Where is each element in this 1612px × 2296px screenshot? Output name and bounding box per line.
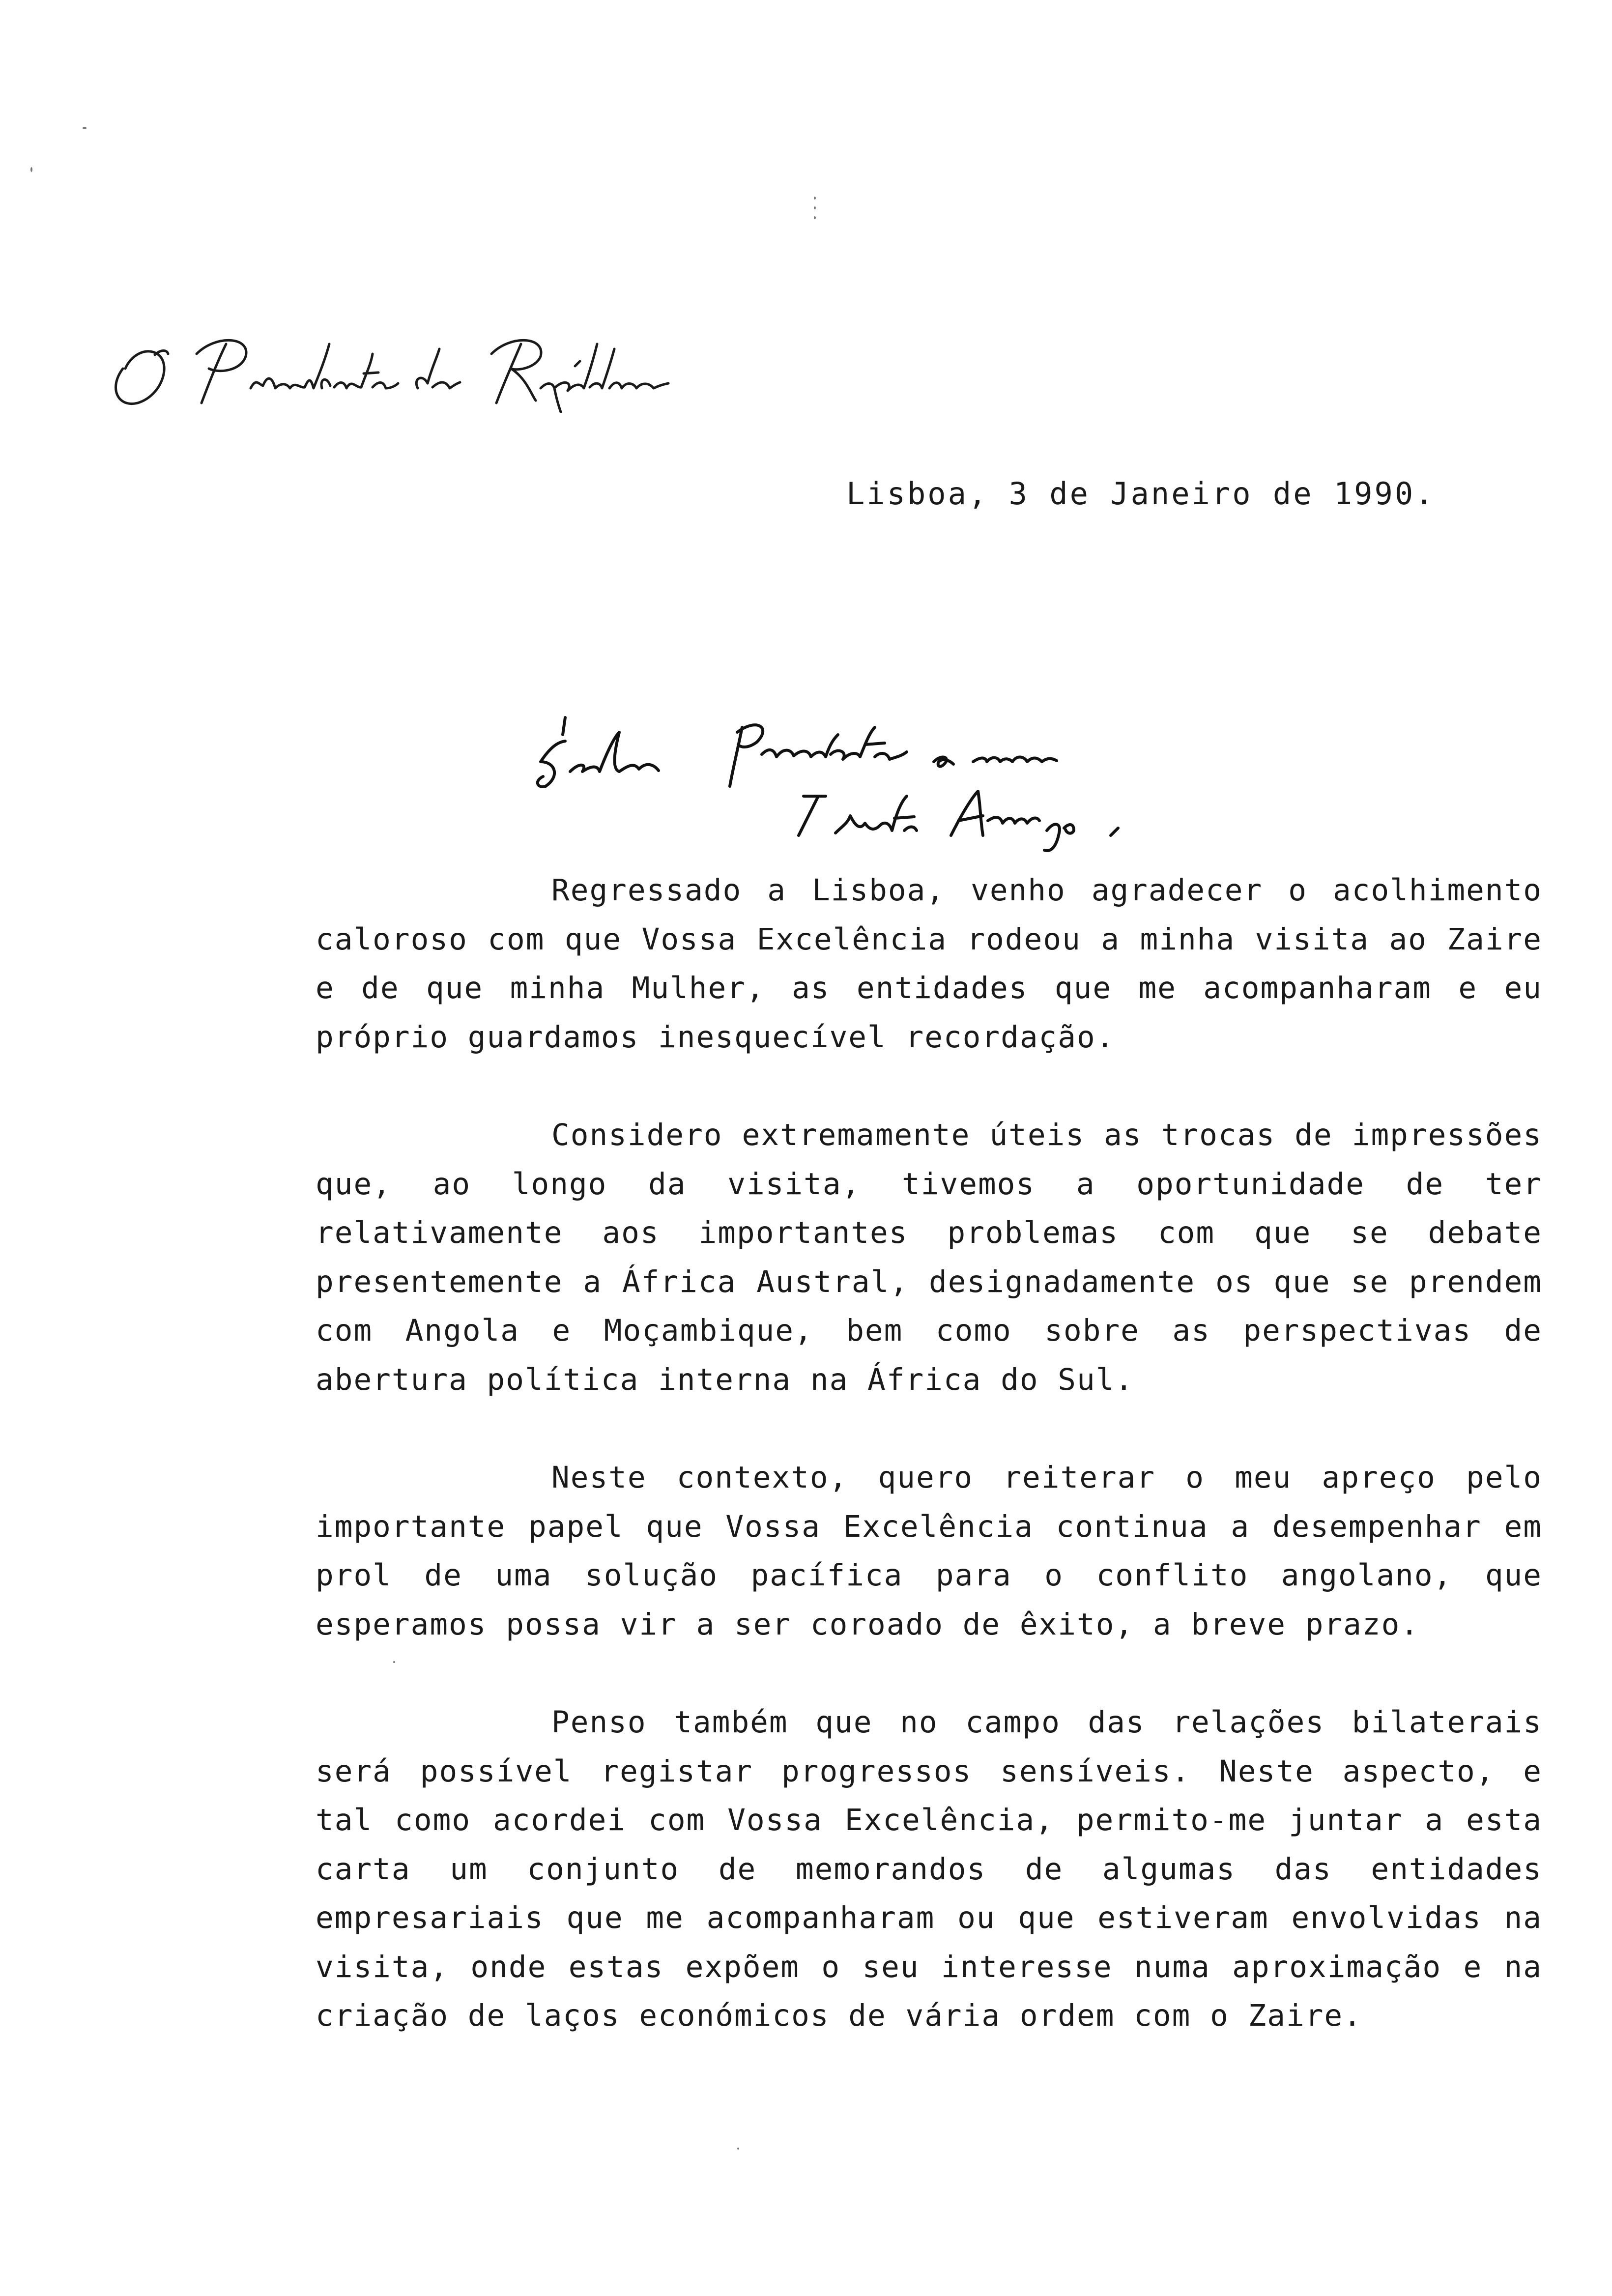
scan-speck	[30, 167, 32, 172]
scan-speck	[814, 216, 816, 219]
scan-speck	[737, 2148, 739, 2150]
letterhead	[103, 315, 693, 413]
paragraph-3: Neste contexto, quero reiterar o meu apreço pelo importante papel que Vossa Excelência continua a desempenhar em prol de uma solução pacífica para o conflito angolano, que esperamos possa vir a ser coroado de êxito, a breve prazo.	[316, 1460, 1542, 1642]
scan-speck	[83, 127, 86, 129]
letterhead-script-logo	[103, 315, 693, 413]
scan-speck	[814, 206, 816, 209]
letter-body	[316, 866, 1542, 2040]
scan-speck	[814, 197, 816, 200]
paragraph-4: Penso também que no campo das relações bilaterais será possível registar progressos sensíveis. Neste aspecto, e tal como acordei com Vossa Excelência, permito-me juntar a esta carta um conjunto de memorandos de algumas das entidades empresariais que me acompanharam ou que estiveram envolvidas na visita, onde estas expõem o seu interesse numa aproximação e na criação de laços económicos de vária ordem com o Zaire.	[316, 1705, 1542, 2033]
paragraph-2: Considero extremamente úteis as trocas de impressões que, ao longo da visita, tivemos a oportunidade de ter relativamente aos importantes problemas com que se debate presentemente a África Austral, designadamente os que se prendem com Angola e Moçambique, bem como sobre as perspectivas de abertura política interna na África do Sul.	[316, 1118, 1542, 1397]
paragraph-1: Regressado a Lisboa, venho agradecer o acolhimento caloroso com que Vossa Excelência rodeou a minha visita ao Zaire e de que minha Mulher, as entidades que me acompanharam e eu próprio guardamos inesquecível recordação.	[316, 873, 1542, 1055]
handwritten-salutation	[536, 688, 1248, 855]
letter-date: Lisboa, 3 de Janeiro de 1990.	[846, 476, 1436, 512]
handwritten-salutation-signature	[536, 688, 1248, 855]
